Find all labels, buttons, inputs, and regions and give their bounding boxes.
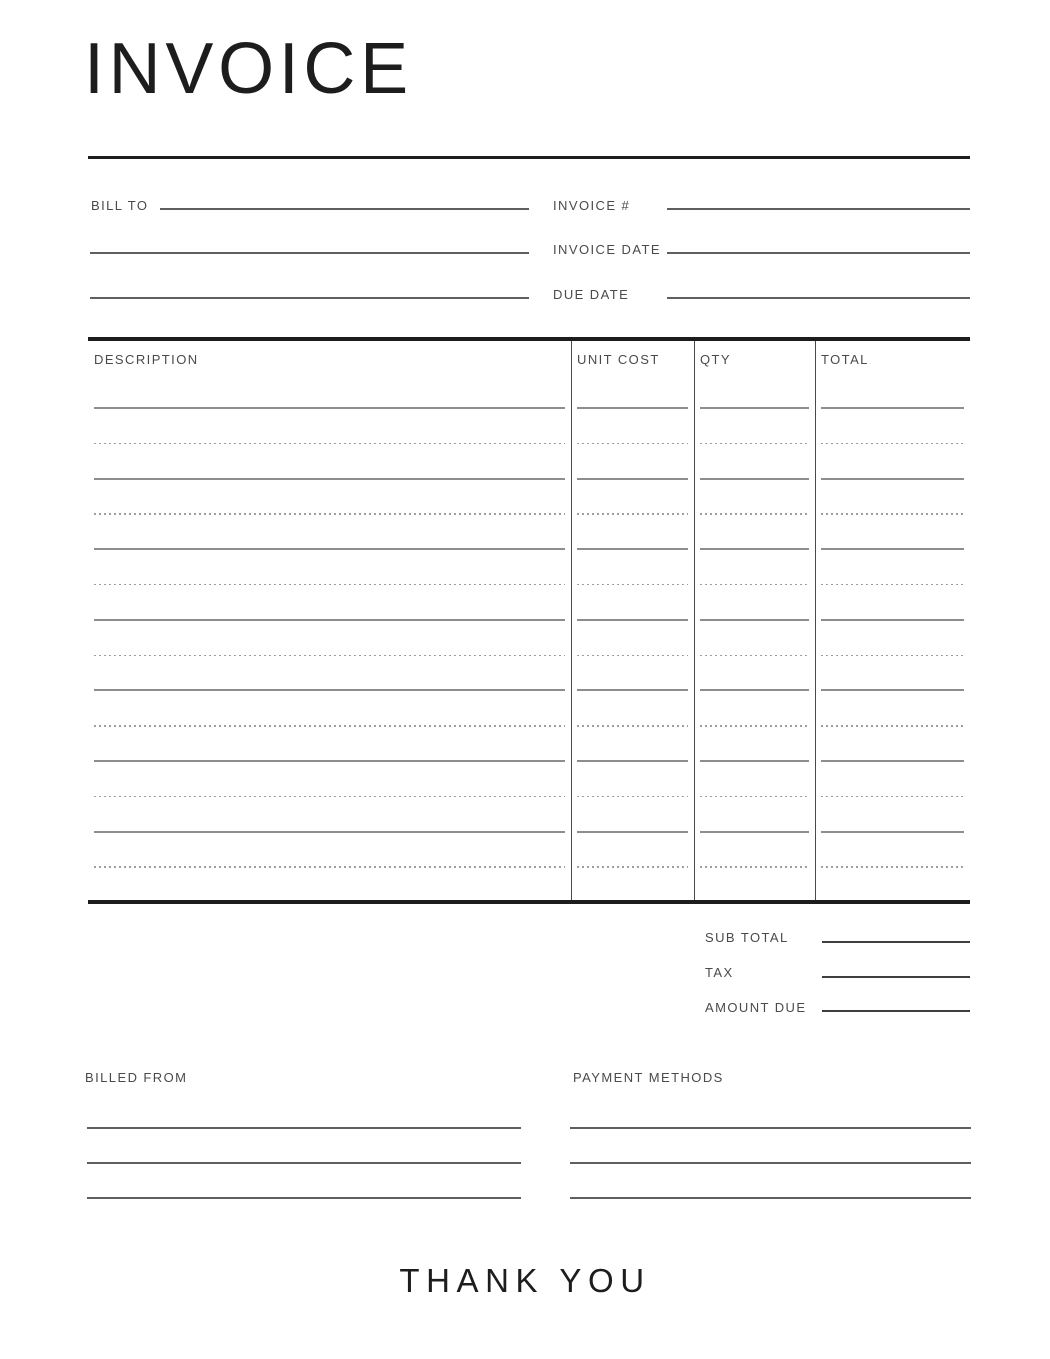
page-title: INVOICE — [84, 29, 413, 109]
table-row — [88, 550, 970, 585]
table-cell — [815, 550, 970, 585]
payment-methods-line-1 — [570, 1127, 971, 1129]
row-rule-line — [577, 866, 688, 868]
table-cell — [694, 550, 815, 585]
table-cell — [88, 691, 571, 726]
row-rule-line — [94, 866, 565, 868]
table-cell — [88, 550, 571, 585]
table-cell — [571, 621, 694, 656]
invoice-date-line — [667, 252, 970, 254]
table-cell — [815, 656, 970, 691]
table-cell — [571, 833, 694, 868]
tax-label: TAX — [705, 965, 734, 980]
table-cell — [694, 621, 815, 656]
bill-to-line-1 — [160, 208, 529, 210]
table-cell — [694, 797, 815, 832]
subtotal-line — [822, 941, 970, 943]
table-cell — [571, 691, 694, 726]
table-row — [88, 656, 970, 691]
table-cell — [88, 797, 571, 832]
header-cell-description — [88, 341, 571, 409]
table-row — [88, 480, 970, 515]
table-cell — [694, 515, 815, 550]
items-table-header — [88, 341, 970, 409]
table-cell — [694, 762, 815, 797]
table-cell — [694, 585, 815, 620]
table-row — [88, 621, 970, 656]
table-row — [88, 585, 970, 620]
payment-methods-line-2 — [570, 1162, 971, 1164]
table-cell — [571, 762, 694, 797]
table-cell — [694, 656, 815, 691]
table-row — [88, 444, 970, 479]
amount-due-label: AMOUNT DUE — [705, 1000, 807, 1015]
table-cell — [88, 621, 571, 656]
table-cell — [815, 762, 970, 797]
table-cell — [88, 444, 571, 479]
description-column-label: DESCRIPTION — [94, 352, 199, 367]
bill-to-line-3 — [90, 297, 529, 299]
table-cell — [815, 691, 970, 726]
payment-methods-line-3 — [570, 1197, 971, 1199]
billed-from-label: BILLED FROM — [85, 1070, 188, 1085]
table-cell — [88, 480, 571, 515]
header-cell-total — [815, 341, 970, 409]
table-cell — [571, 409, 694, 444]
billed-from-line-2 — [87, 1162, 521, 1164]
column-divider-1 — [571, 341, 572, 900]
header-divider — [88, 156, 970, 159]
column-divider-2 — [694, 341, 695, 900]
table-cell — [694, 727, 815, 762]
table-cell — [694, 833, 815, 868]
table-cell — [571, 444, 694, 479]
subtotal-label: SUB TOTAL — [705, 930, 789, 945]
table-cell — [815, 409, 970, 444]
tax-line — [822, 976, 970, 978]
table-cell — [815, 444, 970, 479]
table-cell — [88, 833, 571, 868]
header-cell-qty — [694, 341, 815, 409]
bill-to-label: BILL TO — [91, 198, 149, 213]
table-row — [88, 762, 970, 797]
table-cell — [88, 727, 571, 762]
total-column-label: TOTAL — [821, 352, 869, 367]
table-cell — [694, 409, 815, 444]
table-cell — [815, 833, 970, 868]
table-cell — [815, 727, 970, 762]
table-cell — [815, 797, 970, 832]
table-row — [88, 515, 970, 550]
table-cell — [815, 621, 970, 656]
table-row — [88, 833, 970, 868]
invoice-number-label: INVOICE # — [553, 198, 631, 213]
due-date-label: DUE DATE — [553, 287, 630, 302]
bill-to-line-2 — [90, 252, 529, 254]
table-cell — [571, 656, 694, 691]
table-cell — [571, 550, 694, 585]
table-cell — [694, 691, 815, 726]
row-rule-line — [700, 866, 809, 868]
table-cell — [571, 727, 694, 762]
column-divider-3 — [815, 341, 816, 900]
invoice-date-label: INVOICE DATE — [553, 242, 661, 257]
table-cell — [571, 797, 694, 832]
invoice-number-line — [667, 208, 970, 210]
table-cell — [815, 480, 970, 515]
billed-from-line-3 — [87, 1197, 521, 1199]
table-cell — [815, 585, 970, 620]
billed-from-line-1 — [87, 1127, 521, 1129]
table-cell — [571, 585, 694, 620]
table-row — [88, 727, 970, 762]
table-cell — [88, 515, 571, 550]
table-cell — [88, 409, 571, 444]
table-row — [88, 691, 970, 726]
qty-column-label: QTY — [700, 352, 732, 367]
table-row — [88, 409, 970, 444]
table-cell — [571, 480, 694, 515]
table-cell — [815, 515, 970, 550]
table-cell — [694, 444, 815, 479]
header-cell-unit-cost — [571, 341, 694, 409]
thank-you-message: THANK YOU — [399, 1262, 651, 1299]
unit-cost-column-label: UNIT COST — [577, 352, 660, 367]
table-cell — [88, 585, 571, 620]
table-cell — [88, 762, 571, 797]
items-table — [88, 337, 970, 904]
table-cell — [694, 480, 815, 515]
payment-methods-label: PAYMENT METHODS — [573, 1070, 724, 1085]
amount-due-line — [822, 1010, 970, 1012]
row-rule-line — [821, 866, 964, 868]
table-cell — [571, 515, 694, 550]
due-date-line — [667, 297, 970, 299]
table-row — [88, 797, 970, 832]
table-cell — [88, 656, 571, 691]
